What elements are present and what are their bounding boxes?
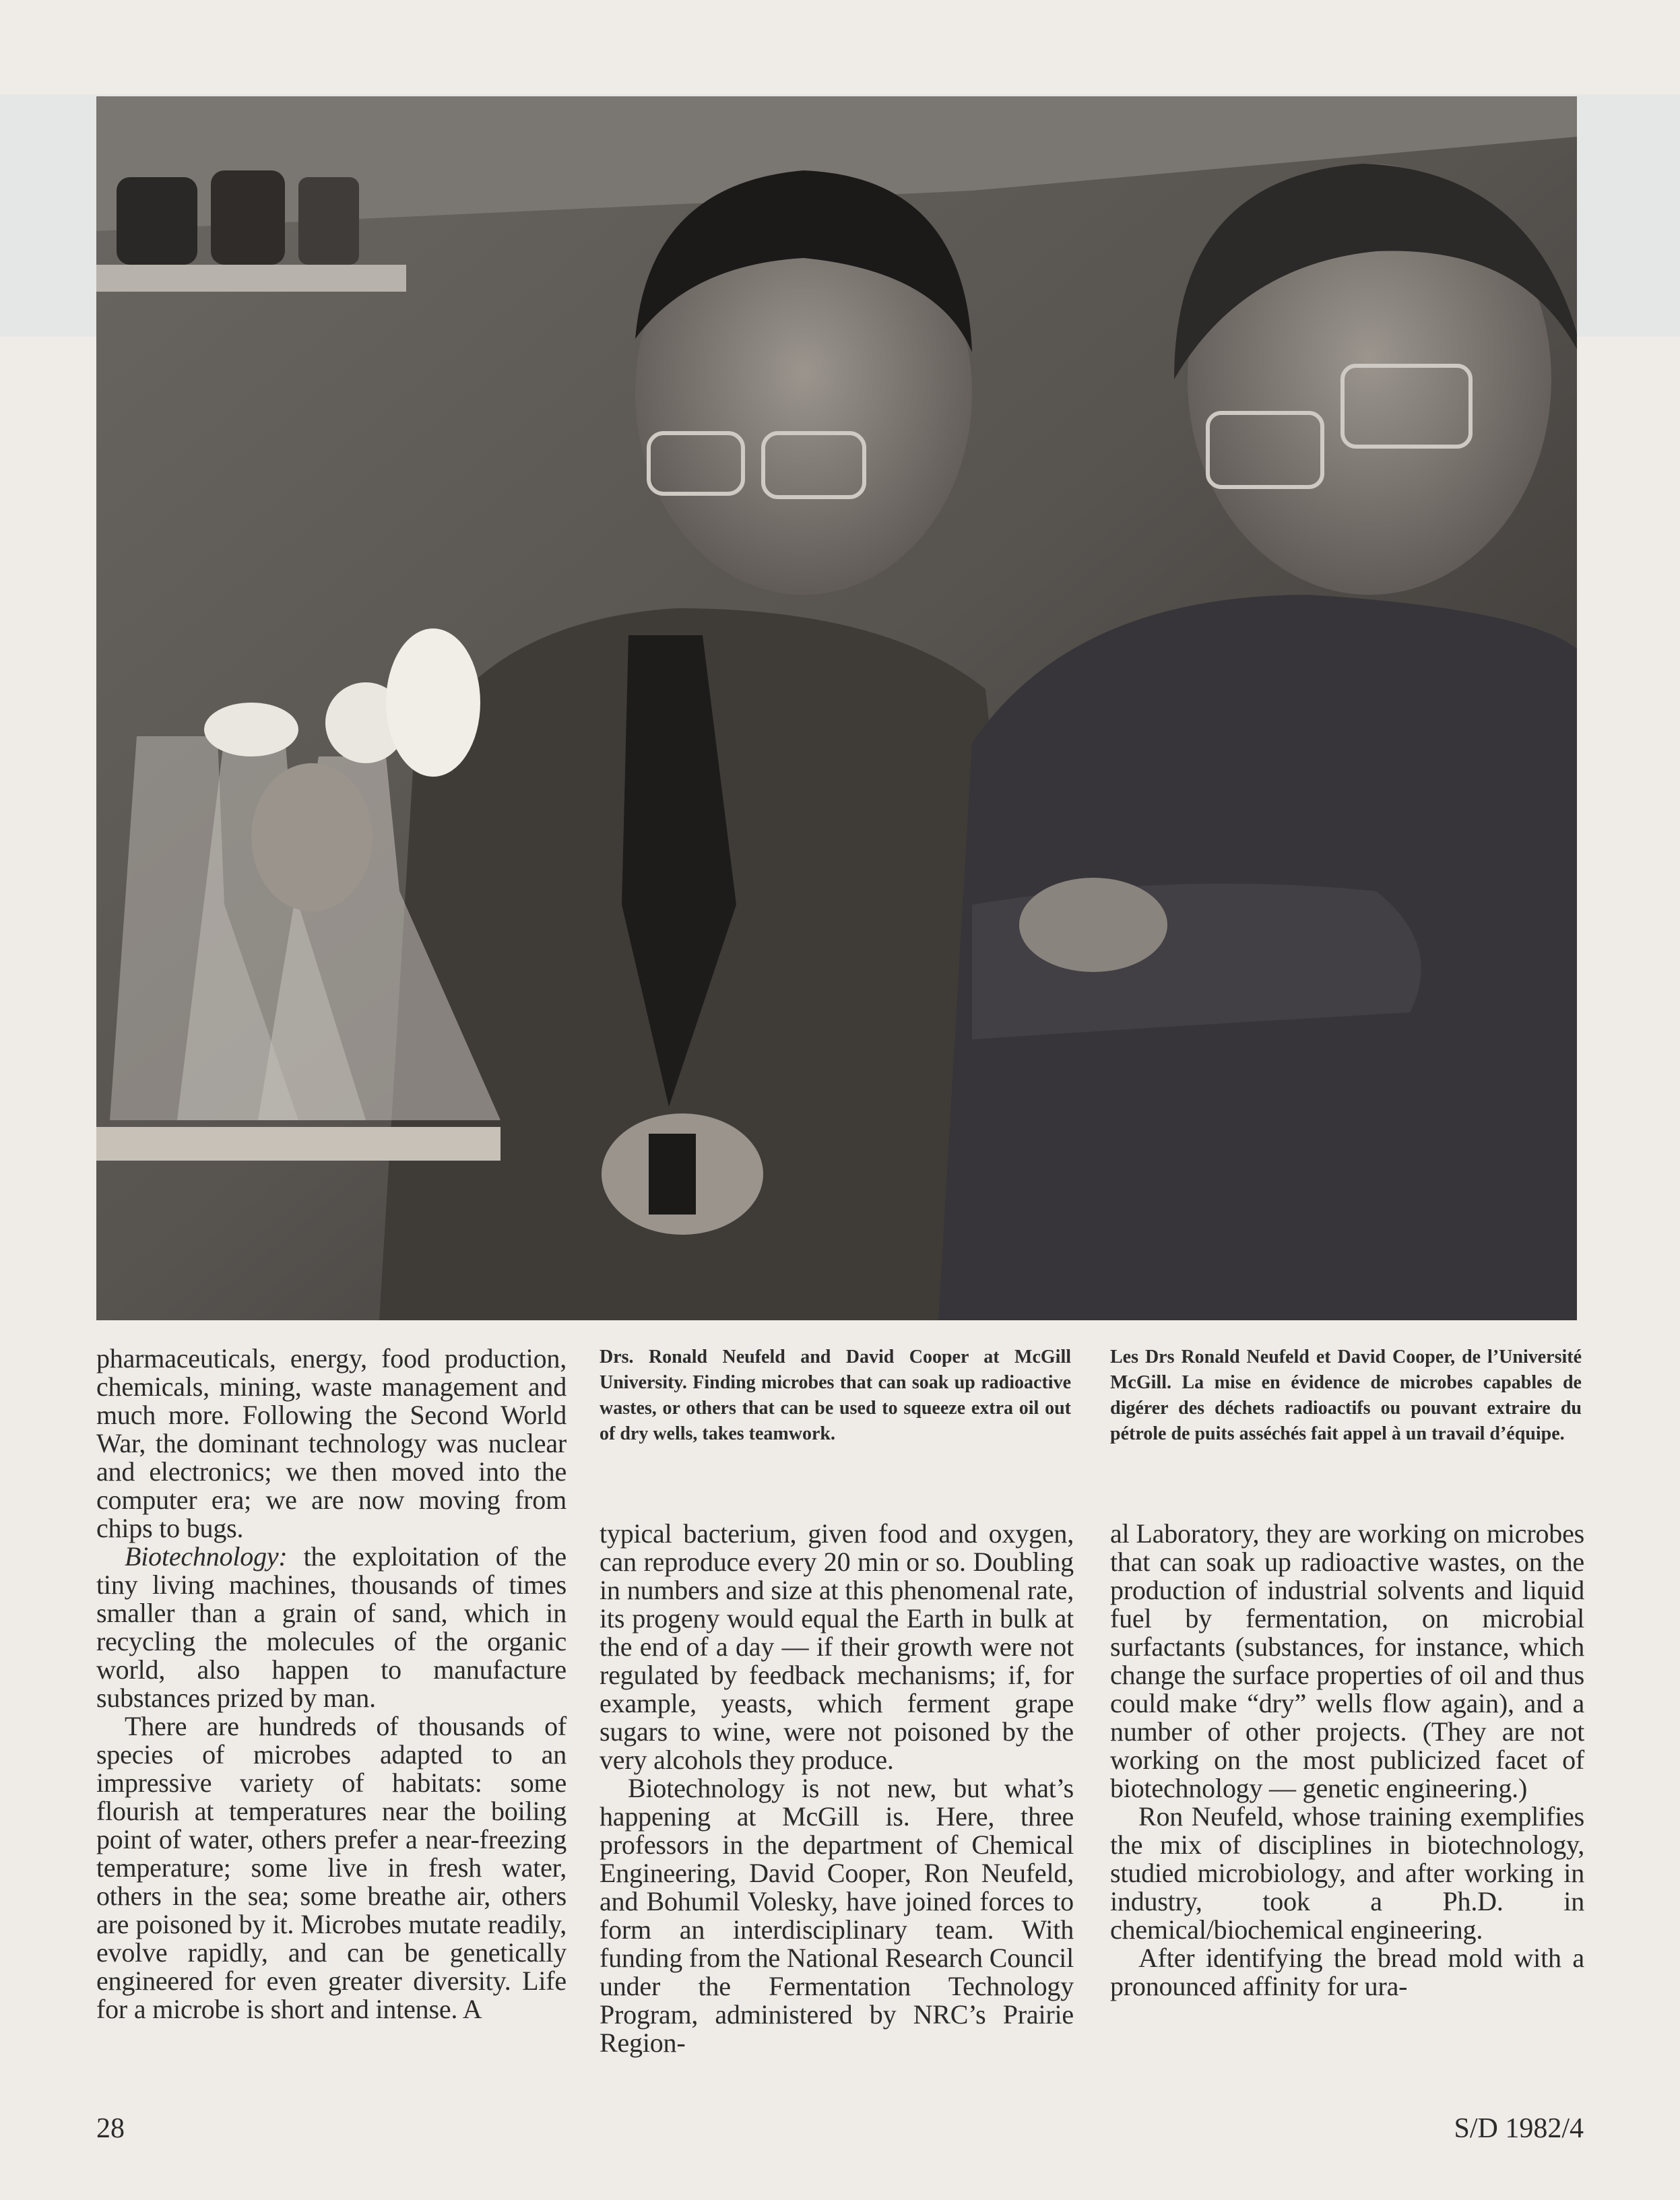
paragraph: Ron Neufeld, whose training exemplifies the mix of disciplines in biotechnology, studied microbiology, and after working in industry, took a Ph.D. in chemical/biochemical engineering. bbox=[1110, 1801, 1584, 1945]
paragraph: There are hundreds of thousands of species of microbes adapted to an impressive variety of habitats: some flourish at temperatures near the boiling point of water, others prefer a near-freezing temperature; some live in fresh water, others in the sea; some breathe air, others are poisoned by it. Microbes mutate readily, evolve rapidly, and can be genetically engineered for even greater diversity. Life for a microbe is short and intense. A bbox=[96, 1711, 567, 2024]
column-middle bbox=[600, 1520, 1074, 2057]
photo-caption-french: Les Drs Ronald Neufeld et David Cooper, de l’Université McGill. La mise en évidence de microbes capables de digérer des déchets radioactifs ou pouvant extraire du pétrole de puits asséchés fait appel à un travail d’équipe. bbox=[1110, 1347, 1582, 1444]
column-left bbox=[96, 1345, 567, 2024]
paragraph: Biotechnology: the exploitation of the tiny living machines, thousands of times smaller than a grain of sand, which in recycling the molecules of the organic world, also happen to manufacture substances prized by man. bbox=[96, 1541, 567, 1713]
paragraph: Biotechnology is not new, but what’s happening at McGill is. Here, three professors in the department of Chemical Engineering, David Cooper, Ron Neufeld, and Bohumil Volesky, have joined forces to form an interdisciplinary team. With funding from the National Research Council under the Fermentation Technology Program, administered by NRC’s Prairie Region- bbox=[600, 1773, 1074, 2058]
lab-photograph bbox=[96, 96, 1577, 1320]
paragraph: al Laboratory, they are working on microbes that can soak up radioactive wastes, on the production of industrial solvents and liquid fuel by fermentation, on microbial surfactants (substances, for instance, which change the surface properties of oil and thus could make “dry” wells flow again), and a number of other projects. (They are not working on the most publicized facet of biotechnology — genetic engineering.) bbox=[1110, 1518, 1584, 1803]
issue-label: S/D 1982/4 bbox=[1454, 2113, 1584, 2144]
paragraph: typical bacterium, given food and oxygen, can reproduce every 20 min or so. Doubling in numbers and size at this phenomenal rate, its progeny would equal the Earth in bulk at the end of a day — if their growth were not regulated by feedback mechanisms; if, for example, yeasts, which ferment grape sugars to wine, were not poisoned by the very alcohols they produce. bbox=[600, 1518, 1074, 1775]
paragraph: pharmaceuticals, energy, food production, chemicals, mining, waste management and much more. Following the Second World War, the dominant technology was nuclear and electronics; we then moved into the computer era; we are now moving from chips to bugs. bbox=[96, 1343, 567, 1543]
run-in-heading: Biotechnology: bbox=[125, 1541, 288, 1572]
paragraph: After identifying the bread mold with a pronounced affinity for ura- bbox=[1110, 1943, 1584, 2001]
column-right bbox=[1110, 1520, 1584, 2001]
photo-caption-english: Drs. Ronald Neufeld and David Cooper at McGill University. Finding microbes that can soak up radioactive wastes, or others that can be used to squeeze extra oil out of dry wells, takes teamwork. bbox=[600, 1347, 1071, 1444]
photo-two-scientists-with-flasks bbox=[96, 96, 1577, 1320]
page-number: 28 bbox=[96, 2113, 125, 2144]
